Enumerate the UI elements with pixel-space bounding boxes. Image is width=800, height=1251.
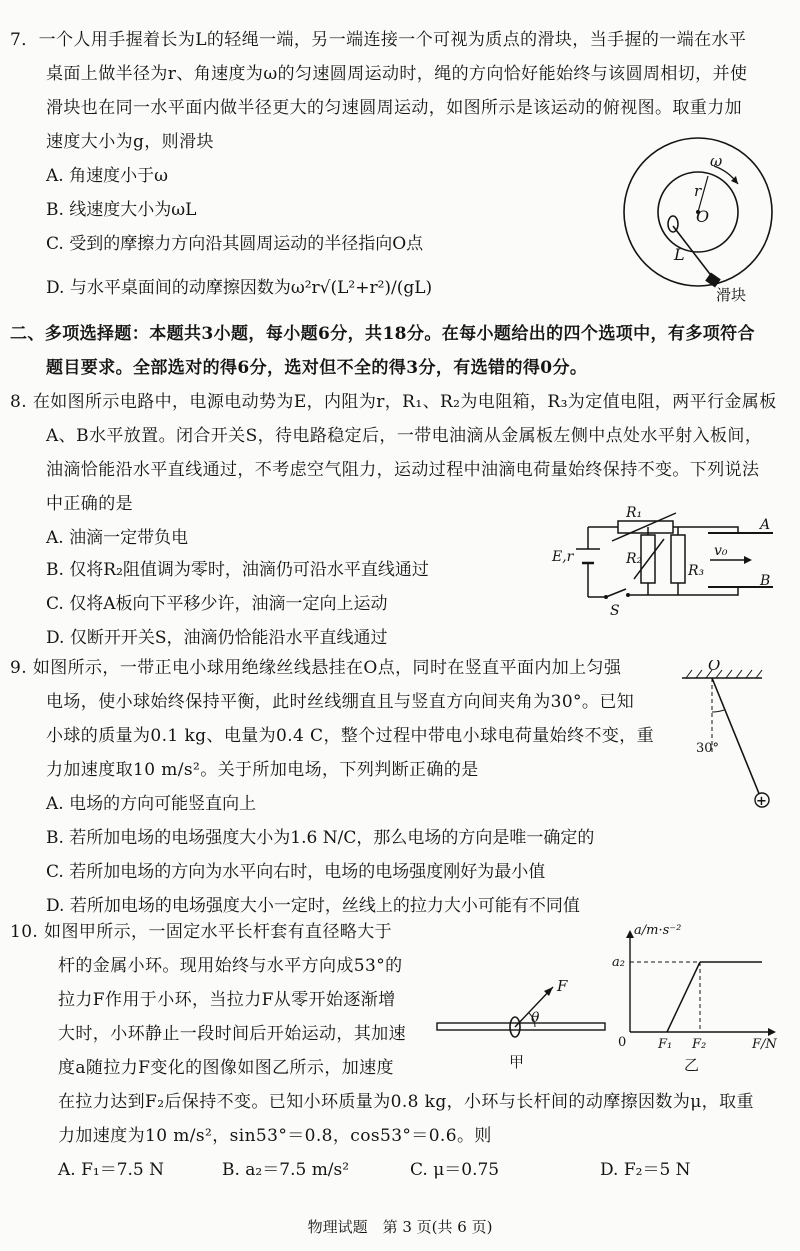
q10-force-label: F xyxy=(557,977,568,995)
q8-circuit-figure xyxy=(548,505,788,620)
q8-switch-label: S xyxy=(610,603,620,619)
q8-r3-label: R₃ xyxy=(688,563,705,579)
q8-r1-label: R₁ xyxy=(626,505,643,521)
q9-angle-label: 30° xyxy=(696,741,720,756)
q7-option-c[interactable]: C. 受到的摩擦力方向沿其圆周运动的半径指向O点 xyxy=(46,234,424,254)
q10-line-7: 力加速度为10 m/s²，sin53°＝0.8，cos53°＝0.6。则 xyxy=(58,1126,492,1146)
q9-option-a[interactable]: A. 电场的方向可能竖直向上 xyxy=(46,794,257,814)
q9-line-1: 9. 如图所示，一带正电小球用绝缘丝线悬挂在O点，同时在竖直平面内加上匀强 xyxy=(10,658,622,678)
q10-line-6: 在拉力达到F₂后保持不变。已知小环质量为0.8 kg，小环与长杆间的动摩擦因数为μ，取重 xyxy=(58,1092,754,1112)
section-2-line-2: 题目要求。全部选对的得6分，选对但不全的得3分，有选错的得0分。 xyxy=(46,358,588,378)
q10-option-b[interactable]: B. a₂＝7.5 m/s² xyxy=(222,1160,350,1180)
q10-y-axis-label: a/m·s⁻² xyxy=(634,923,682,938)
q10-line-2: 杆的金属小环。现用始终与水平方向成53°的 xyxy=(58,956,403,976)
q8-line-4: 中正确的是 xyxy=(46,494,133,514)
q10-option-a[interactable]: A. F₁＝7.5 N xyxy=(58,1160,165,1180)
q8-line-1: 8. 在如图所示电路中，电源电动势为E，内阻为r，R₁、R₂为电阻箱，R₃为定值电阻，两平行金属板 xyxy=(10,392,777,412)
q10-a2-label: a₂ xyxy=(612,955,625,970)
q9-option-b[interactable]: B. 若所加电场的电场强度大小为1.6 N/C，那么电场的方向是唯一确定的 xyxy=(46,828,595,848)
q10-line-4: 大时，小环静止一段时间后开始运动，其加速 xyxy=(58,1024,406,1044)
q8-r2-label: R₂ xyxy=(626,551,643,567)
q8-line-3: 油滴恰能沿水平直线通过，不考虑空气阻力，运动过程中油滴电荷量始终保持不变。下列说法 xyxy=(46,460,760,480)
q8-option-d[interactable]: D. 仅断开开关S，油滴仍恰能沿水平直线通过 xyxy=(46,628,388,648)
q10-line-1: 10. 如图甲所示，一固定水平长杆套有直径略大于 xyxy=(10,922,393,942)
q10-option-d[interactable]: D. F₂＝5 N xyxy=(600,1160,691,1180)
q9-option-d[interactable]: D. 若所加电场的电场强度大小一定时，丝线上的拉力大小可能有不同值 xyxy=(46,896,580,916)
q9-line-2: 电场，使小球始终保持平衡，此时丝线绷直且与竖直方向间夹角为30°。已知 xyxy=(46,692,635,712)
q10-f1-label: F₁ xyxy=(658,1037,673,1052)
q9-charge-label: + xyxy=(756,794,767,809)
q7-slider-label: 滑块 xyxy=(716,286,747,304)
q7-option-a[interactable]: A. 角速度小于ω xyxy=(46,166,168,186)
q9-pendulum-figure xyxy=(672,660,782,810)
q10-line-5: 度a随拉力F变化的图像如图乙所示，加速度 xyxy=(58,1058,394,1078)
q7-omega-label: ω xyxy=(710,152,723,170)
q7-option-d[interactable]: D. 与水平桌面间的动摩擦因数为ω²r√(L²+r²)/(gL) xyxy=(46,278,433,298)
q7-line-1: 7．一个人用手握着长为L的轻绳一端，另一端连接一个可视为质点的滑块，当手握的一端在水平 xyxy=(10,30,747,50)
q7-circle-figure xyxy=(618,126,778,306)
q9-option-c[interactable]: C. 若所加电场的方向为水平向右时，电场的电场强度刚好为最小值 xyxy=(46,862,546,882)
q8-plate-a-label: A xyxy=(760,517,771,533)
q7-o-label: O xyxy=(696,207,710,226)
q10-origin-label: 0 xyxy=(618,1035,627,1050)
q7-l-label: L xyxy=(674,245,685,264)
q8-plate-b-label: B xyxy=(760,573,771,589)
q10-x-axis-label: F/N xyxy=(752,1037,777,1052)
q7-option-b[interactable]: B. 线速度大小为ωL xyxy=(46,200,197,220)
q8-option-b[interactable]: B. 仅将R₂阻值调为零时，油滴仍可沿水平直线通过 xyxy=(46,560,429,580)
q10-option-c[interactable]: C. μ＝0.75 xyxy=(410,1160,500,1180)
q10-fig-jia-caption: 甲 xyxy=(509,1053,525,1071)
q7-r-label: r xyxy=(694,182,702,200)
q10-f2-label: F₂ xyxy=(692,1037,707,1052)
q9-o-label: O xyxy=(708,660,721,674)
q7-line-3: 滑块也在同一水平面内做半径更大的匀速圆周运动，如图所示是该运动的俯视图。取重力加 xyxy=(46,98,742,118)
q8-option-c[interactable]: C. 仅将A板向下平移少许，油滴一定向上运动 xyxy=(46,594,388,614)
q9-line-4: 力加速度取10 m/s²。关于所加电场，下列判断正确的是 xyxy=(46,760,479,780)
page-footer: 物理试题 第 3 页(共 6 页) xyxy=(307,1218,493,1236)
q10-graph-figure xyxy=(612,920,792,1080)
q10-line-3: 拉力F作用于小环，当拉力F从零开始逐渐增 xyxy=(58,990,396,1010)
q10-ring-figure xyxy=(435,975,610,1075)
q7-line-4: 速度大小为g，则滑块 xyxy=(46,132,214,152)
section-2-line-1: 二、多项选择题：本题共3小题，每小题6分，共18分。在每小题给出的四个选项中，有多项符合 xyxy=(10,324,755,344)
q8-option-a[interactable]: A. 油滴一定带负电 xyxy=(46,528,189,548)
q10-fig-yi-caption: 乙 xyxy=(684,1056,700,1074)
q8-v0-label: v₀ xyxy=(714,543,728,559)
q7-line-2: 桌面上做半径为r、角速度为ω的匀速圆周运动时，绳的方向恰好能始终与该圆周相切，并使 xyxy=(46,64,748,84)
q8-line-2: A、B水平放置。闭合开关S，待电路稳定后，一带电油滴从金属板左侧中点处水平射入板间， xyxy=(46,426,763,446)
q8-source-label: E,r xyxy=(552,549,574,565)
q9-line-3: 小球的质量为0.1 kg、电量为0.4 C，整个过程中带电小球电荷量始终不变，重 xyxy=(46,726,655,746)
q10-theta-label: θ xyxy=(531,1010,540,1026)
